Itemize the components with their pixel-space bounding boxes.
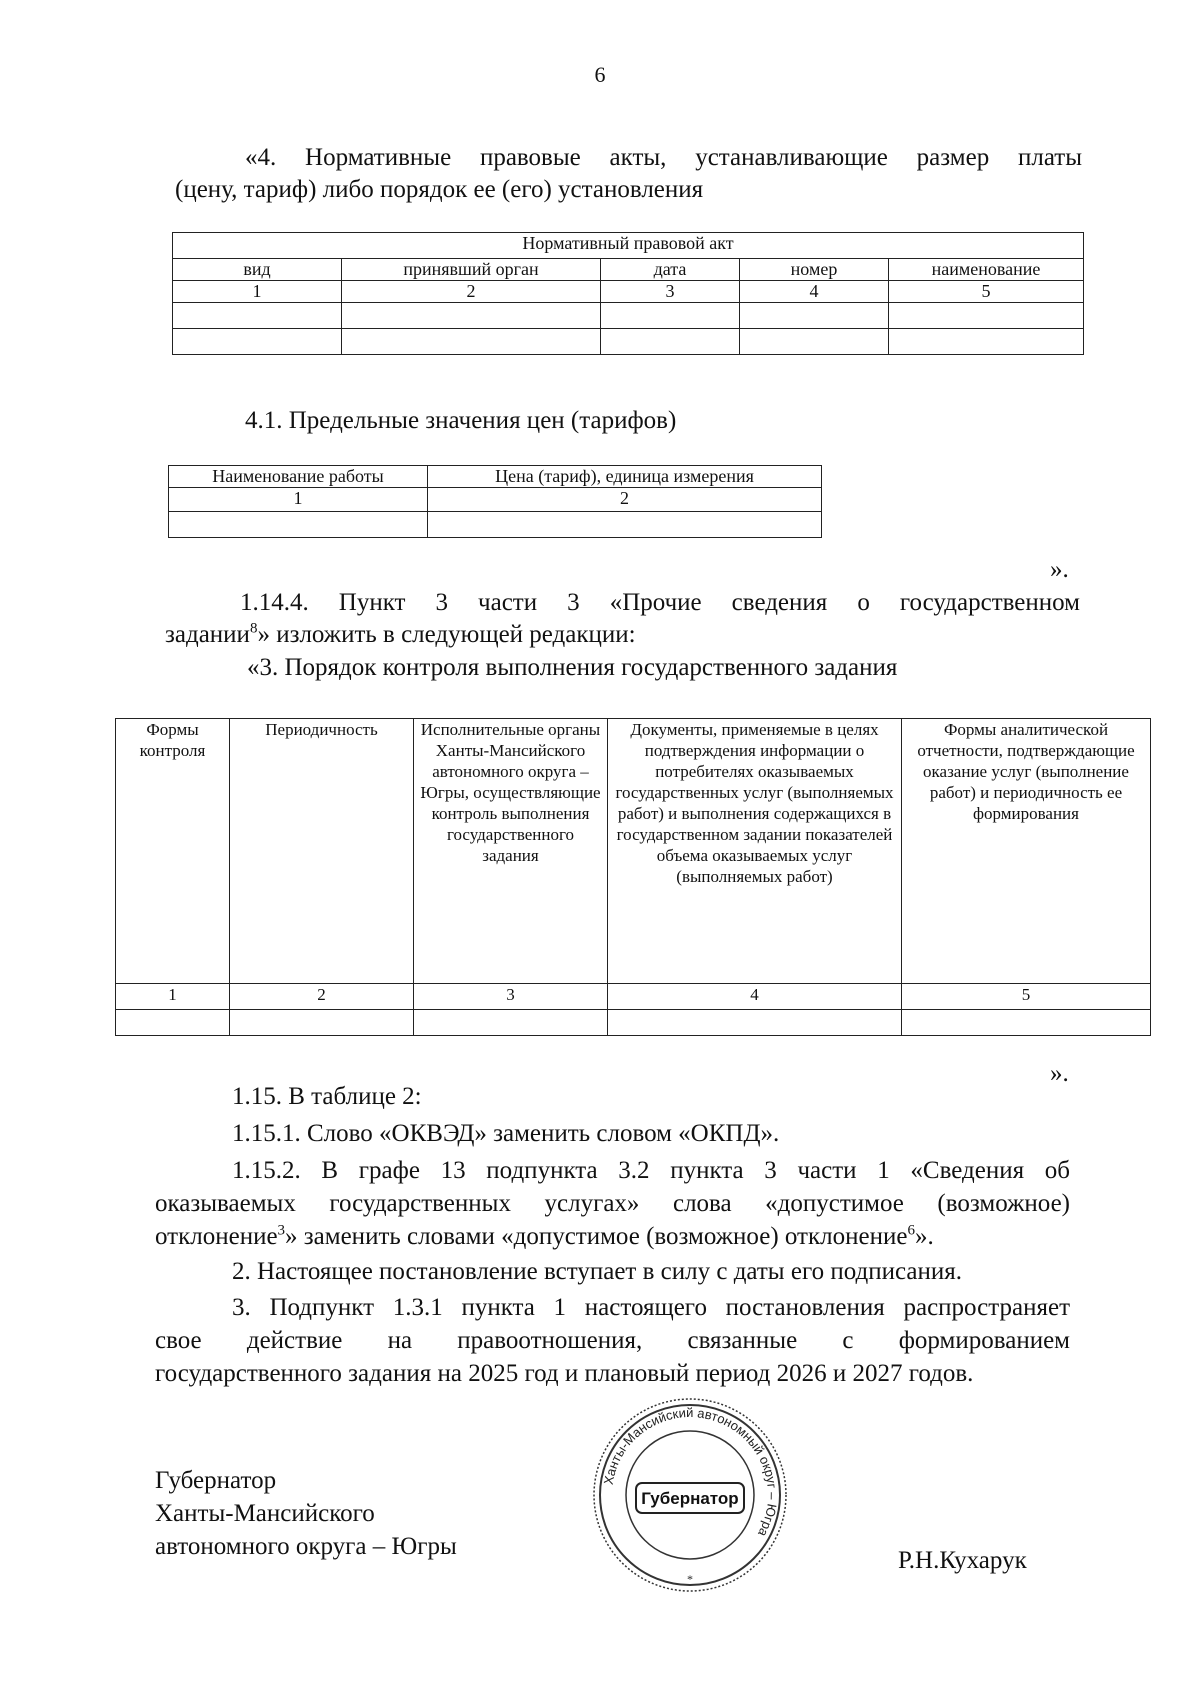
table-header: Нормативный правовой акт [173, 233, 1084, 259]
footnote-ref: 6 [907, 1222, 915, 1239]
item-115: 1.15. В таблице 2: [232, 1083, 422, 1110]
column-header: наименование [889, 259, 1084, 281]
item-3-line3: государственного задания на 2025 год и плановый период 2026 и 2027 годов. [155, 1360, 974, 1387]
column-number: 5 [902, 984, 1151, 1010]
section4-title-line2: (цену, тариф) либо порядок ее (его) установления [175, 176, 704, 203]
column-number: 1 [116, 984, 230, 1010]
signature-title-line3: автономного округа – Югры [155, 1533, 457, 1560]
column-number: 3 [414, 984, 608, 1010]
table-row [173, 329, 1084, 355]
column-number: 1 [173, 281, 342, 303]
signature-title-line1: Губернатор [155, 1467, 277, 1494]
item-1152-line2: оказываемых государственных услугах» слова «допустимое (возможное) [155, 1190, 1070, 1217]
column-number: 2 [230, 984, 414, 1010]
signature-title-line2: Ханты-Мансийского [155, 1500, 375, 1527]
page-number: 6 [594, 62, 606, 87]
section41-title: 4.1. Предельные значения цен (тарифов) [245, 407, 677, 434]
column-header: дата [601, 259, 740, 281]
item-1144-line3: «3. Порядок контроля выполнения государственного задания [247, 654, 898, 681]
item-1152-line3-a: отклонение [155, 1223, 278, 1250]
item-1144-line2-b: » изложить в следующей редакции: [257, 621, 636, 648]
column-header: Цена (тариф), единица измерения [428, 466, 822, 488]
table-row [173, 303, 1084, 329]
governor-seal [590, 1395, 790, 1595]
column-header: вид [173, 259, 342, 281]
seal-ring-text: Ханты-Мансийский автономный округ – Югра [600, 1404, 781, 1540]
section4-title-line1: «4. Нормативные правовые акты, устанавливающие размер платы [245, 144, 1082, 171]
closing-quote: ». [1050, 1060, 1069, 1087]
column-number: 4 [740, 281, 889, 303]
item-1152-line3-b: » заменить словами «допустимое (возможное) отклонение [285, 1223, 908, 1250]
column-header: Формы аналитической отчетности, подтверждающие оказание услуг (выполнение работ) и периодичность ее формирования [902, 719, 1151, 984]
column-number: 5 [889, 281, 1084, 303]
table-row [116, 1010, 1151, 1036]
column-header: Периодичность [230, 719, 414, 984]
item-3-line2: свое действие на правоотношения, связанные с формированием [155, 1327, 1070, 1354]
item-2: 2. Настоящее постановление вступает в силу с даты его подписания. [232, 1258, 962, 1285]
seal-center-text: Губернатор [641, 1489, 739, 1508]
column-number: 2 [428, 488, 822, 512]
column-header: Исполнительные органы Ханты-Мансийского автономного округа – Югры, осуществляющие контроль выполнения государственного задания [414, 719, 608, 984]
column-header: Документы, применяемые в целях подтверждения информации о потребителях оказываемых государственных услуг (выполняемых работ) и выполнения содержащихся в государственном задании показателей объема оказываемых услуг (выполняемых работ) [608, 719, 902, 984]
item-1144-line2 [165, 619, 1065, 651]
item-1152-line3 [155, 1221, 1085, 1253]
column-number: 3 [601, 281, 740, 303]
item-1144-line1: 1.14.4. Пункт 3 части 3 «Прочие сведения о государственном [240, 589, 1080, 616]
item-1144-line2-a: задании [165, 621, 250, 648]
column-header: Наименование работы [169, 466, 428, 488]
normative-act-table [172, 232, 1084, 355]
column-number: 2 [342, 281, 601, 303]
item-3-line1: 3. Подпункт 1.3.1 пункта 1 настоящего постановления распространяет [232, 1294, 1070, 1321]
table-row [169, 512, 822, 538]
price-limits-table [168, 465, 822, 538]
item-1152-line1: 1.15.2. В графе 13 подпункта 3.2 пункта 3 части 1 «Сведения об [232, 1157, 1070, 1184]
column-number: 1 [169, 488, 428, 512]
control-table [115, 718, 1151, 1036]
item-1151: 1.15.1. Слово «ОКВЭД» заменить словом «ОКПД». [232, 1120, 780, 1147]
closing-quote: ». [1050, 556, 1069, 583]
column-header: номер [740, 259, 889, 281]
seal-star-icon: * [687, 1572, 693, 1586]
signatory-name: Р.Н.Кухарук [898, 1547, 1027, 1574]
item-1152-line3-c: ». [914, 1223, 934, 1250]
column-header: Формы контроля [116, 719, 230, 984]
footnote-ref: 8 [249, 620, 258, 637]
footnote-ref: 3 [277, 1222, 286, 1239]
column-number: 4 [608, 984, 902, 1010]
column-header: принявший орган [342, 259, 601, 281]
